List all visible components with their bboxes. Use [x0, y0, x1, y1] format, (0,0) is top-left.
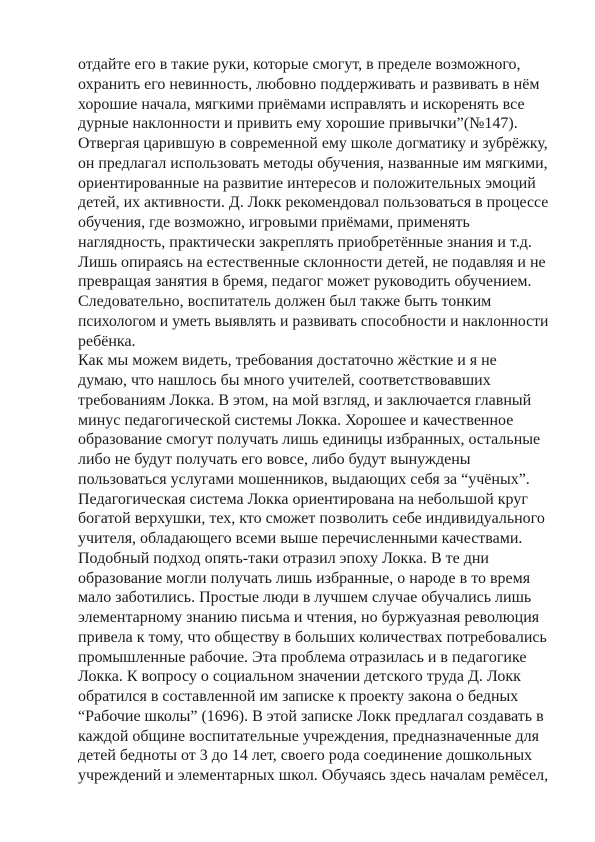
text-line: требованиям Локка. В этом, на мой взгляд, и заключается главный — [78, 391, 532, 409]
text-line: Локка. К вопросу о социальном значении детского труда Д. Локк — [78, 668, 521, 686]
text-line: учителя, обладающего всеми выше перечисленными качествами. — [78, 530, 523, 547]
text-line: пользоваться услугами мошенников, выдающих себя за “учёных”. — [78, 470, 530, 488]
text-line: он предлагал использовать методы обучения, названные им мягкими, — [78, 154, 548, 172]
text-line: мало заботились. Простые люди в лучшем случае обучались лишь — [78, 589, 532, 607]
text-line: образование могли получать лишь избранные, о народе в то время — [78, 569, 531, 587]
text-line: детей бедноты от 3 до 14 лет, своего рода соединение дошкольных — [78, 747, 533, 765]
text-line: превращая занятия в бремя, педагог может руководить обучением. — [78, 273, 532, 291]
text-line: богатой верхушки, тех, кто сможет позволить себе индивидуального — [78, 510, 545, 528]
text-line: образование смогут получать лишь единицы избранных, остальные — [78, 431, 541, 449]
text-line: Отвергая царившую в современной ему школе догматику и зубрёжку, — [78, 135, 548, 152]
text-line: минус педагогической системы Локка. Хорошее и качественное — [78, 411, 514, 429]
text-line: хорошие начала, мягкими приёмами исправлять и искоренять все — [78, 95, 525, 113]
text-line: Педагогическая система Локка ориентирована на небольшой круг — [78, 490, 528, 508]
text-line: психологом и уметь выявлять и развивать способности и наклонности — [78, 312, 549, 330]
text-line: ребёнка. — [78, 332, 136, 350]
text-line: ориентированные на развитие интересов и положительных эмоций — [78, 174, 536, 192]
text-line: охранить его невинность, любовно поддерживать и развивать в нём — [78, 75, 540, 93]
text-line: обучения, где возможно, игровыми приёмами, применять — [78, 214, 470, 231]
text-line: наглядность, практически закреплять приобретённые знания и т.д. — [78, 233, 532, 251]
text-line: “Рабочие школы” (1696). В этой записке Локк предлагал создавать в — [78, 707, 544, 725]
text-line: промышленные рабочие. Эта проблема отразилась и в педагогике — [78, 648, 527, 666]
text-line: Подобный подход опять-таки отразил эпоху Локка. В те дни — [78, 549, 489, 567]
text-line: думаю, что нашлось бы много учителей, соответствовавших — [78, 372, 491, 389]
text-line: отдайте его в такие руки, которые смогут, в пределе возможного, — [78, 56, 521, 73]
text-line: обратился в составленной им записке к проекту закона о бедных — [78, 688, 519, 705]
text-line: дурные наклонности и привить ему хорошие привычки”(№147). — [78, 115, 518, 133]
text-line: Следовательно, воспитатель должен был также быть тонким — [78, 293, 492, 310]
text-line: учреждений и элементарных школ. Обучаясь здесь началам ремёсел, — [78, 767, 549, 784]
text-line: либо не будут получать его вовсе, либо будут вынуждены — [78, 451, 471, 468]
text-line: каждой общине воспитательные учреждения, предназначенные для — [78, 727, 539, 745]
text-line: привела к тому, что обществу в больших количествах потребовались — [78, 628, 547, 646]
text-line: Как мы можем видеть, требования достаточно жёсткие и я не — [78, 352, 497, 370]
text-line: Лишь опираясь на естественные склонности детей, не подавляя и не — [78, 253, 546, 271]
text-line: элементарному знанию письма и чтения, но буржуазная революция — [78, 609, 540, 626]
text-line: детей, их активности. Д. Локк рекомендовал пользоваться в процессе — [78, 194, 549, 212]
